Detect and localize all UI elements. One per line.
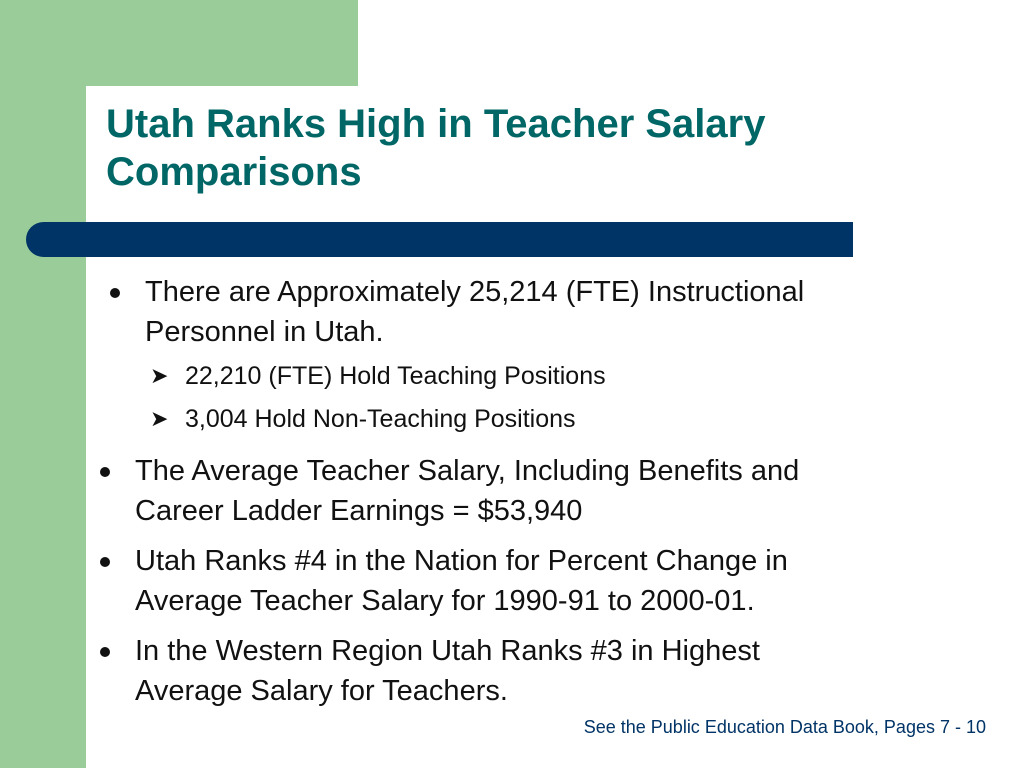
slide-title: [106, 100, 906, 196]
bullet-text-line: Career Ladder Earnings = $53,940: [135, 495, 583, 527]
sub-bullet-text: 3,004 Hold Non-Teaching Positions: [185, 405, 576, 433]
bullet-text-line: Personnel in Utah.: [145, 316, 384, 348]
bullet-dot-icon: [100, 647, 110, 657]
bullet-item: [110, 272, 950, 352]
title-line-2: Comparisons: [106, 150, 362, 194]
bullet-item: [100, 541, 960, 621]
green-side-panel: [0, 0, 86, 768]
bullet-item: [100, 631, 960, 711]
title-divider-bar: [26, 222, 853, 257]
bullet-text-line: Average Salary for Teachers.: [135, 675, 508, 707]
bullet-text-line: In the Western Region Utah Ranks #3 in Highest: [135, 635, 760, 667]
green-top-panel: [86, 0, 358, 86]
arrowhead-icon: ➤: [150, 363, 169, 388]
bullet-text-line: There are Approximately 25,214 (FTE) Instructional: [145, 276, 805, 308]
title-line-1: Utah Ranks High in Teacher Salary: [106, 102, 766, 146]
arrowhead-icon: ➤: [150, 406, 169, 431]
bullet-text-line: Average Teacher Salary for 1990-91 to 2000-01.: [135, 585, 755, 617]
sub-bullet-text: 22,210 (FTE) Hold Teaching Positions: [185, 362, 606, 390]
bullet-dot-icon: [100, 467, 110, 477]
sub-bullet-item: [150, 404, 850, 434]
bullet-text-line: The Average Teacher Salary, Including Benefits and: [135, 455, 800, 487]
sub-bullet-item: [150, 361, 850, 391]
bullet-item: [100, 451, 960, 531]
source-footnote: See the Public Education Data Book, Pages 7 - 10: [583, 717, 986, 737]
bullet-text-line: Utah Ranks #4 in the Nation for Percent Change in: [135, 545, 788, 577]
bullet-dot-icon: [100, 557, 110, 567]
bullet-dot-icon: [110, 288, 120, 298]
